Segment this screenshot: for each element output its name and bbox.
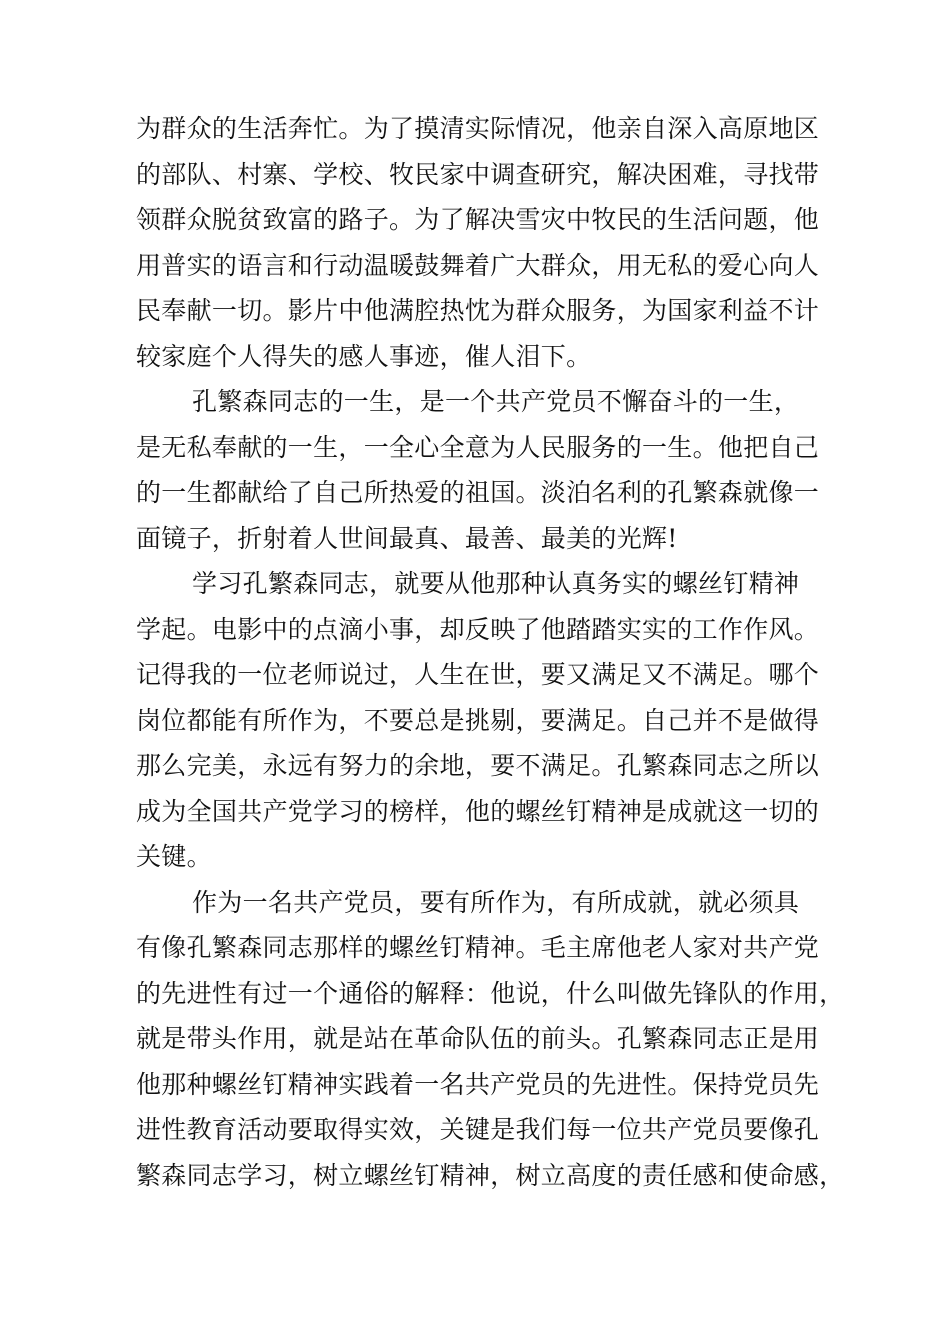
text-line: 用普实的语言和行动温暖鼓舞着广大群众，用无私的爱心向人 (136, 250, 820, 280)
text-line: 面镜子，折射着人世间最真、最善、最美的光辉! (136, 523, 678, 553)
text-line: 作为一名共产党员，要有所作为，有所成就，就必须具 (192, 887, 800, 917)
paragraph (136, 379, 836, 561)
text-line: 有像孔繁森同志那样的螺丝钉精神。毛主席他老人家对共产党 (136, 933, 820, 962)
text-line: 领群众脱贫致富的路子。为了解决雪灾中牧民的生活问题，他 (136, 205, 820, 234)
text-line: 记得我的一位老师说过，人生在世，要又满足又不满足。哪个 (136, 660, 820, 689)
text-line: 较家庭个人得失的感人事迹，催人泪下。 (136, 341, 592, 371)
text-line: 为群众的生活奔忙。为了摸清实际情况，他亲自深入高原地区 (136, 114, 820, 143)
text-line: 那么完美，永远有努力的余地，要不满足。孔繁森同志之所以 (136, 751, 820, 780)
text-line: 的部队、村寨、学校、牧民家中调查研究，解决困难，寻找带 (136, 159, 820, 189)
paragraph (136, 106, 836, 379)
text-line: 的先进性有过一个通俗的解释：他说，什么叫做先锋队的作用， (136, 978, 845, 1008)
text-line: 他那种螺丝钉精神实践着一名共产党员的先进性。保持党员先 (136, 1069, 820, 1099)
text-line: 就是带头作用，就是站在革命队伍的前头。孔繁森同志正是用 (136, 1024, 820, 1053)
text-line: 成为全国共产党学习的榜样，他的螺丝钉精神是成就这一切的 (136, 796, 820, 826)
text-line: 孔繁森同志的一生，是一个共产党员不懈奋斗的一生， (192, 387, 800, 416)
text-line: 民奉献一切。影片中他满腔热忱为群众服务，为国家利益不计 (136, 296, 820, 325)
text-line: 繁森同志学习，树立螺丝钉精神，树立高度的责任感和使命感， (136, 1160, 845, 1190)
text-line: 学习孔繁森同志，就要从他那种认真务实的螺丝钉精神 (192, 569, 800, 598)
document-body (136, 106, 845, 1198)
paragraph (136, 880, 845, 1199)
text-line: 的一生都献给了自己所热爱的祖国。淡泊名利的孔繁森就像一 (136, 478, 820, 507)
text-line: 学起。电影中的点滴小事，却反映了他踏踏实实的工作作风。 (136, 614, 820, 644)
text-line: 关键。 (136, 842, 212, 871)
paragraph (136, 561, 836, 880)
text-line: 是无私奉献的一生，一全心全意为人民服务的一生。他把自己 (136, 432, 820, 462)
text-line: 进性教育活动要取得实效，关键是我们每一位共产党员要像孔 (136, 1115, 820, 1144)
text-line: 岗位都能有所作为，不要总是挑剔，要满足。自己并不是做得 (136, 705, 820, 735)
